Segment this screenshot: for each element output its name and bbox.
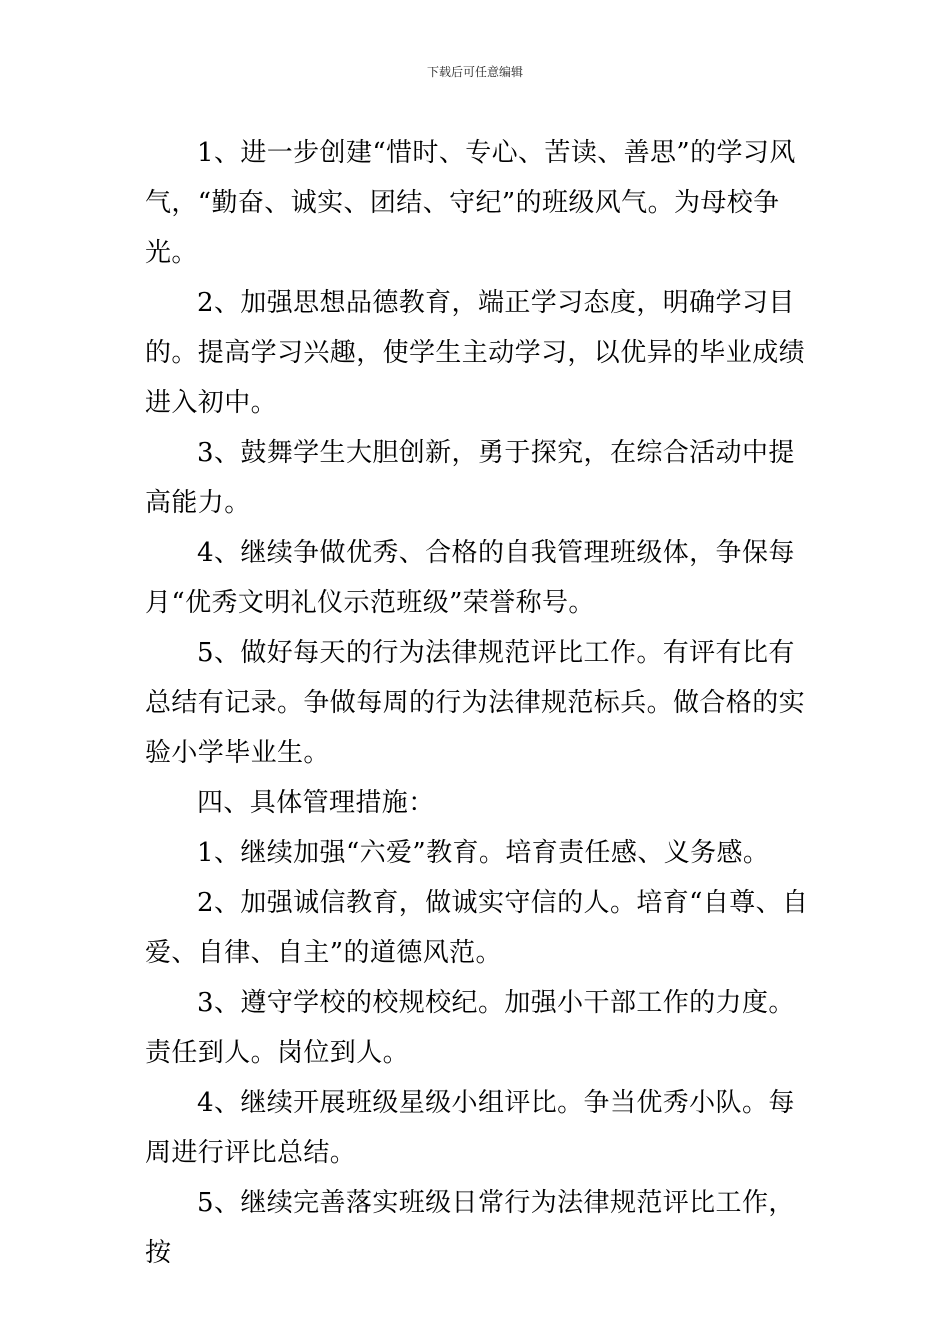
paragraph-measure-4: 4、继续开展班级星级小组评比。争当优秀小队。每周进行评比总结。 bbox=[145, 1088, 795, 1168]
paragraph-measure-1: 1、继续加强“六爱”教育。培育责任感、义务感。 bbox=[197, 838, 770, 868]
paragraph-goal-2: 2、加强思想品德教育，端正学习态度，明确学习目的。提高学习兴趣，使学生主动学习，以优异的毕业成绩进入初中。 bbox=[145, 288, 806, 418]
document-body bbox=[145, 128, 815, 1278]
paragraph-measure-2: 2、加强诚信教育，做诚实守信的人。培育“自尊、自爱、自律、自主”的道德风范。 bbox=[145, 888, 809, 968]
paragraph-goal-3: 3、鼓舞学生大胆创新，勇于探究，在综合活动中提高能力。 bbox=[145, 438, 795, 518]
paragraph-goal-5: 5、做好每天的行为法律规范评比工作。有评有比有总结有记录。争做每周的行为法律规范标兵。做合格的实验小学毕业生。 bbox=[145, 638, 806, 768]
paragraph-measure-5: 5、继续完善落实班级日常行为法律规范评比工作，按 bbox=[145, 1188, 795, 1268]
paragraph-goal-4: 4、继续争做优秀、合格的自我管理班级体，争保每月“优秀文明礼仪示范班级”荣誉称号。 bbox=[145, 538, 795, 618]
paragraph-goal-1: 1、进一步创建“惜时、专心、苦读、善思”的学习风气，“勤奋、诚实、团结、守纪”的班级风气。为母校争光。 bbox=[145, 138, 796, 268]
section-heading-measures: 四、具体管理措施： bbox=[197, 788, 435, 818]
paragraph-measure-3: 3、遵守学校的校规校纪。加强小干部工作的力度。责任到人。岗位到人。 bbox=[145, 988, 795, 1068]
page-header: 下载后可任意编辑 bbox=[426, 65, 523, 79]
